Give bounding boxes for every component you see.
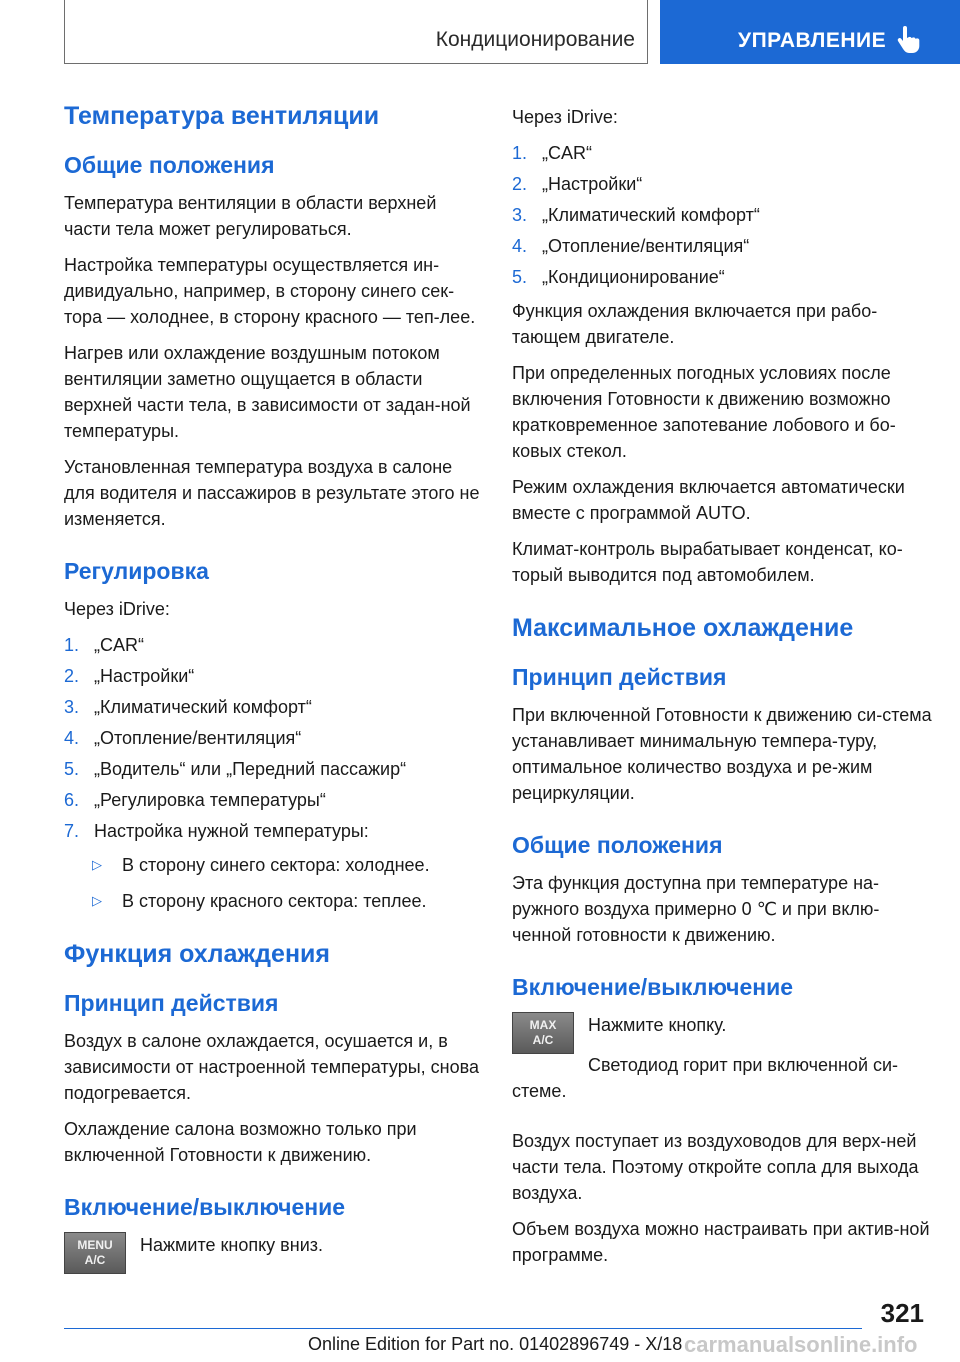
step-number: 4.	[512, 236, 528, 256]
heading-max-cooling: Максимальное охлаждение	[512, 614, 854, 642]
paragraph: При включенной Готовности к движению си‐стема устанавливает минимальную темпера‐туру, оптимальное количество воздуха и ре‐жим рециркуляции.	[512, 705, 932, 803]
subheading-general: Общие положения	[512, 832, 723, 858]
paragraph: Установленная температура воздуха в салоне для водителя и пассажиров в результате этого не изменяется.	[64, 457, 480, 529]
watermark: carmanualsonline.info	[684, 1332, 918, 1357]
step-text: „Климатический комфорт“	[94, 697, 312, 717]
right-column	[512, 104, 932, 1278]
header-section-box	[64, 0, 648, 64]
paragraph: Эта функция доступна при температуре на‐ружного воздуха примерно 0 ℃ и при вклю‐ченной готовности к движению.	[512, 873, 880, 945]
paragraph: Охлаждение салона возможно только при включенной Готовности к движению.	[64, 1119, 417, 1165]
list-item	[64, 663, 484, 689]
subheading-on-off: Включение/выключение	[64, 1194, 346, 1220]
header-section-title: Кондиционирование	[435, 28, 635, 51]
step-text: „Регулировка температуры“	[94, 790, 326, 810]
paragraph: Настройка температуры осуществляется ин‐дивидуально, например, в сторону синего сек‐тора — холоднее, в сторону красного — теп‐лее.	[64, 255, 476, 327]
step-text: „Настройки“	[542, 174, 643, 194]
step-number: 3.	[64, 697, 80, 717]
subheading-principle: Принцип действия	[64, 990, 279, 1016]
step-number: 6.	[64, 790, 80, 810]
step-number: 1.	[512, 143, 528, 163]
subheading-regulation: Регулировка	[64, 558, 209, 584]
heading-vent-temperature: Температура вентиляции	[64, 102, 380, 130]
page-number: 321	[880, 1298, 924, 1328]
subheading-principle: Принцип действия	[512, 664, 727, 690]
subheading-general: Общие положения	[64, 152, 275, 178]
step-number: 4.	[64, 728, 80, 748]
sub-text: В сторону красного сектора: теплее.	[122, 891, 427, 911]
step-text: „Кондиционирование“	[542, 267, 725, 287]
paragraph: Светодиод горит при включенной си‐стеме.	[512, 1055, 899, 1101]
step-number: 2.	[512, 174, 528, 194]
step-text: „Водитель“ или „Передний пассажир“	[94, 759, 407, 779]
list-item	[512, 171, 932, 197]
step-text: Настройка нужной температуры:	[94, 821, 369, 841]
step-number: 7.	[64, 821, 80, 841]
paragraph: Объем воздуха можно настраивать при актив‐ной программе.	[512, 1219, 930, 1265]
step-text: „Отопление/вентиляция“	[542, 236, 750, 256]
step-text: „Климатический комфорт“	[542, 205, 760, 225]
footer-edition: Online Edition for Part no. 01402896749 - X/18	[308, 1334, 683, 1354]
paragraph: Воздух в салоне охлаждается, осушается и, в зависимости от настроенной температуры, снова подогревается.	[64, 1031, 479, 1103]
paragraph: Функция охлаждения включается при рабо‐тающем двигателе.	[512, 301, 878, 347]
list-item	[512, 202, 932, 228]
footer-divider	[64, 1328, 862, 1329]
paragraph: Воздух поступает из воздуховодов для верх‐ней части тела. Поэтому откройте сопла для выхода воздуха.	[512, 1131, 919, 1203]
paragraph: Климат-контроль вырабатывает конденсат, ко‐торый выводится под автомобилем.	[512, 539, 903, 585]
paragraph: Температура вентиляции в области верхней части тела может регулироваться.	[64, 193, 437, 239]
paragraph: Нагрев или охлаждение воздушным потоком вентиляции заметно ощущается в области верхней части тела, в зависимости от задан‐ной температуры.	[64, 343, 471, 441]
step-text: „CAR“	[542, 143, 592, 163]
step-number: 5.	[64, 759, 80, 779]
list-item	[64, 852, 484, 878]
step-number: 1.	[64, 635, 80, 655]
step-number: 3.	[512, 205, 528, 225]
list-item	[64, 694, 484, 720]
max-ac-button-icon: MAX A/C	[512, 1012, 574, 1054]
subheading-on-off: Включение/выключение	[512, 974, 794, 1000]
paragraph-via-idrive: Через iDrive:	[512, 107, 618, 127]
list-item	[64, 888, 484, 914]
step-text: „CAR“	[94, 635, 144, 655]
steps-list	[512, 140, 932, 290]
triangle-bullet-icon: ▷	[92, 857, 102, 872]
list-item	[64, 787, 484, 813]
header-chapter-title: УПРАВЛЕНИЕ	[738, 29, 887, 52]
header-chapter-tab	[660, 0, 960, 64]
steps-list	[64, 632, 484, 844]
list-item	[512, 264, 932, 290]
paragraph: Нажмите кнопку вниз.	[140, 1235, 323, 1255]
menu-ac-button-icon: MENU A/C	[64, 1232, 126, 1274]
sub-list	[64, 852, 484, 914]
paragraph: При определенных погодных условиях после включения Готовности к движению возможно кратковременное запотевание лобового и бо‐ковых стекол.	[512, 363, 896, 461]
paragraph-via-idrive: Через iDrive:	[64, 599, 170, 619]
list-item	[512, 233, 932, 259]
left-column	[64, 100, 484, 1288]
list-item	[512, 140, 932, 166]
list-item	[64, 725, 484, 751]
heading-cooling-function: Функция охлаждения	[64, 940, 331, 968]
list-item	[64, 818, 484, 844]
list-item	[64, 632, 484, 658]
sub-text: В сторону синего сектора: холоднее.	[122, 855, 430, 875]
step-number: 2.	[64, 666, 80, 686]
paragraph: Режим охлаждения включается автоматически вместе с программой AUTO.	[512, 477, 905, 523]
hand-pointer-icon	[896, 26, 922, 54]
list-item	[64, 756, 484, 782]
step-text: „Отопление/вентиляция“	[94, 728, 302, 748]
step-number: 5.	[512, 267, 528, 287]
triangle-bullet-icon: ▷	[92, 893, 102, 908]
button-instruction	[512, 1012, 932, 1060]
paragraph: Нажмите кнопку.	[588, 1015, 727, 1035]
button-instruction	[64, 1232, 484, 1280]
step-text: „Настройки“	[94, 666, 195, 686]
